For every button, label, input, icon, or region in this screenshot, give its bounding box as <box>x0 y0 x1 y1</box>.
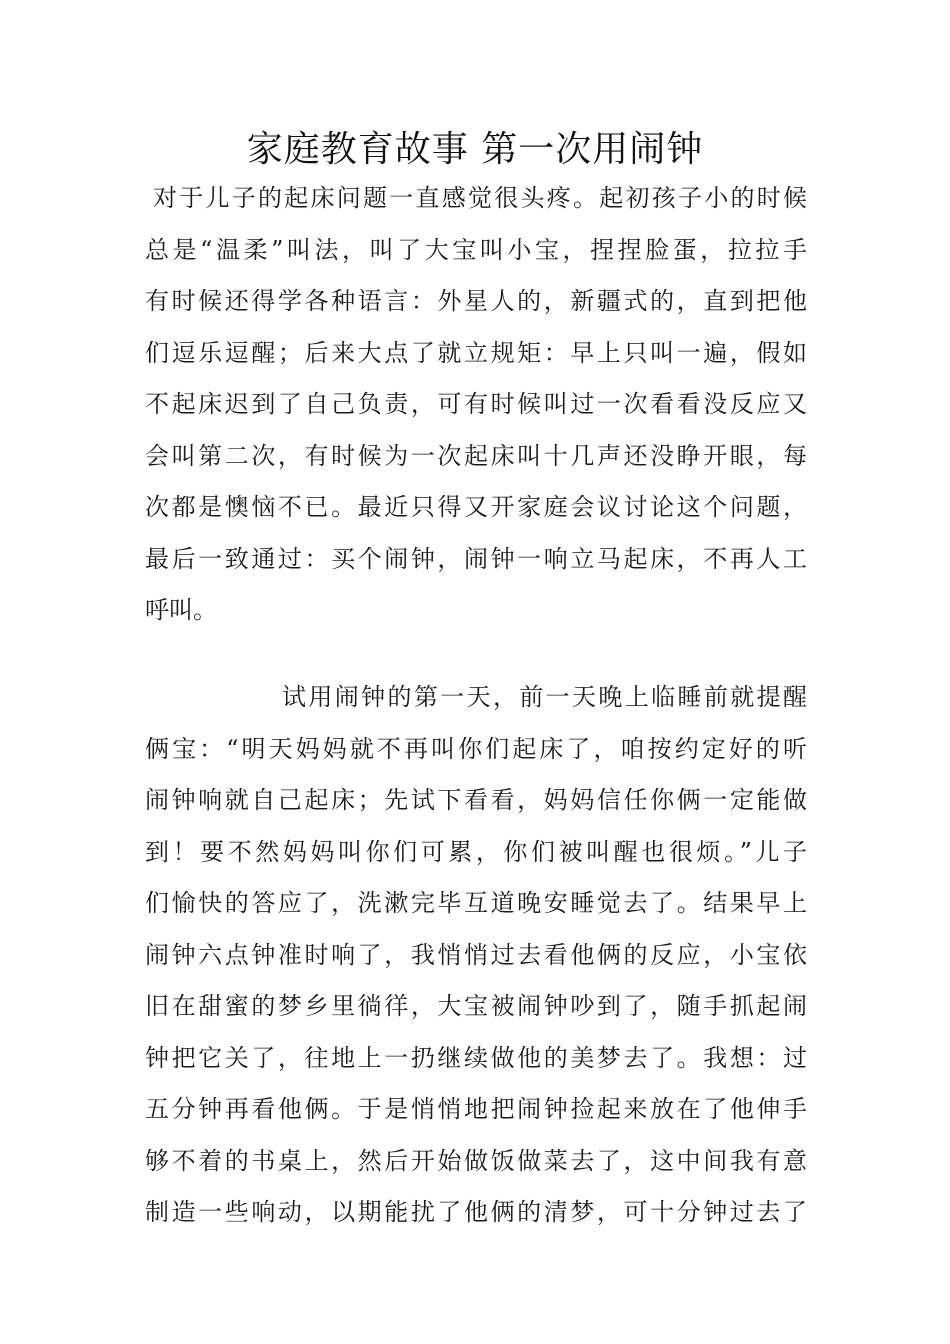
text-line: 旧在甜蜜的梦乡里徜徉，大宝被闹钟吵到了，随手抓起闹 <box>145 992 807 1020</box>
paragraph-2 <box>145 672 807 1239</box>
text-line: 钟把它关了，往地上一扔继续做他的美梦去了。我想：过 <box>145 1043 807 1072</box>
text-line: 呼叫。 <box>145 596 217 624</box>
text-line: 总是“温柔”叫法，叫了大宝叫小宝，捏捏脸蛋，拉拉手 <box>145 235 807 264</box>
text-line: 试用闹钟的第一天，前一天晚上临睡前就提醒 <box>282 683 807 711</box>
text-line: 够不着的书桌上，然后开始做饭做菜去了，这中间我有意 <box>145 1146 807 1175</box>
text-line: 们逗乐逗醒；后来大点了就立规矩：早上只叫一遍，假如 <box>145 338 807 367</box>
text-line: 对于儿子的起床问题一直感觉很头疼。起初孩子小的时候 <box>153 184 807 212</box>
text-line: 五分钟再看他俩。于是悄悄地把闹钟捡起来放在了他伸手 <box>145 1095 807 1123</box>
text-line: 不起床迟到了自己负责，可有时候叫过一次看看没反应又 <box>145 390 807 418</box>
text-line: 会叫第二次，有时候为一次起床叫十几声还没睁开眼，每 <box>145 441 807 470</box>
paragraph-1 <box>145 173 807 637</box>
text-line: 们愉快的答应了，洗漱完毕互道晚安睡觉去了。结果早上 <box>145 889 807 917</box>
document-title: 家庭教育故事 第一次用闹钟 <box>246 129 704 170</box>
text-line: 次都是懊恼不已。最近只得又开家庭会议讨论这个问题， <box>145 493 807 521</box>
text-line: 闹钟六点钟准时响了，我悄悄过去看他俩的反应，小宝依 <box>145 940 807 969</box>
text-line: 俩宝：“明天妈妈就不再叫你们起床了，咱按约定好的听 <box>145 734 807 763</box>
text-line: 制造一些响动，以期能扰了他俩的清梦，可十分钟过去了 <box>145 1198 807 1226</box>
text-line: 最后一致通过：买个闹钟，闹钟一响立马起床，不再人工 <box>145 544 807 573</box>
text-line: 闹钟响就自己起床；先试下看看，妈妈信任你俩一定能做 <box>145 786 807 814</box>
text-line: 有时候还得学各种语言：外星人的，新疆式的，直到把他 <box>145 287 807 315</box>
text-line: 到！要不然妈妈叫你们可累，你们被叫醒也很烦。”儿子 <box>145 837 807 866</box>
